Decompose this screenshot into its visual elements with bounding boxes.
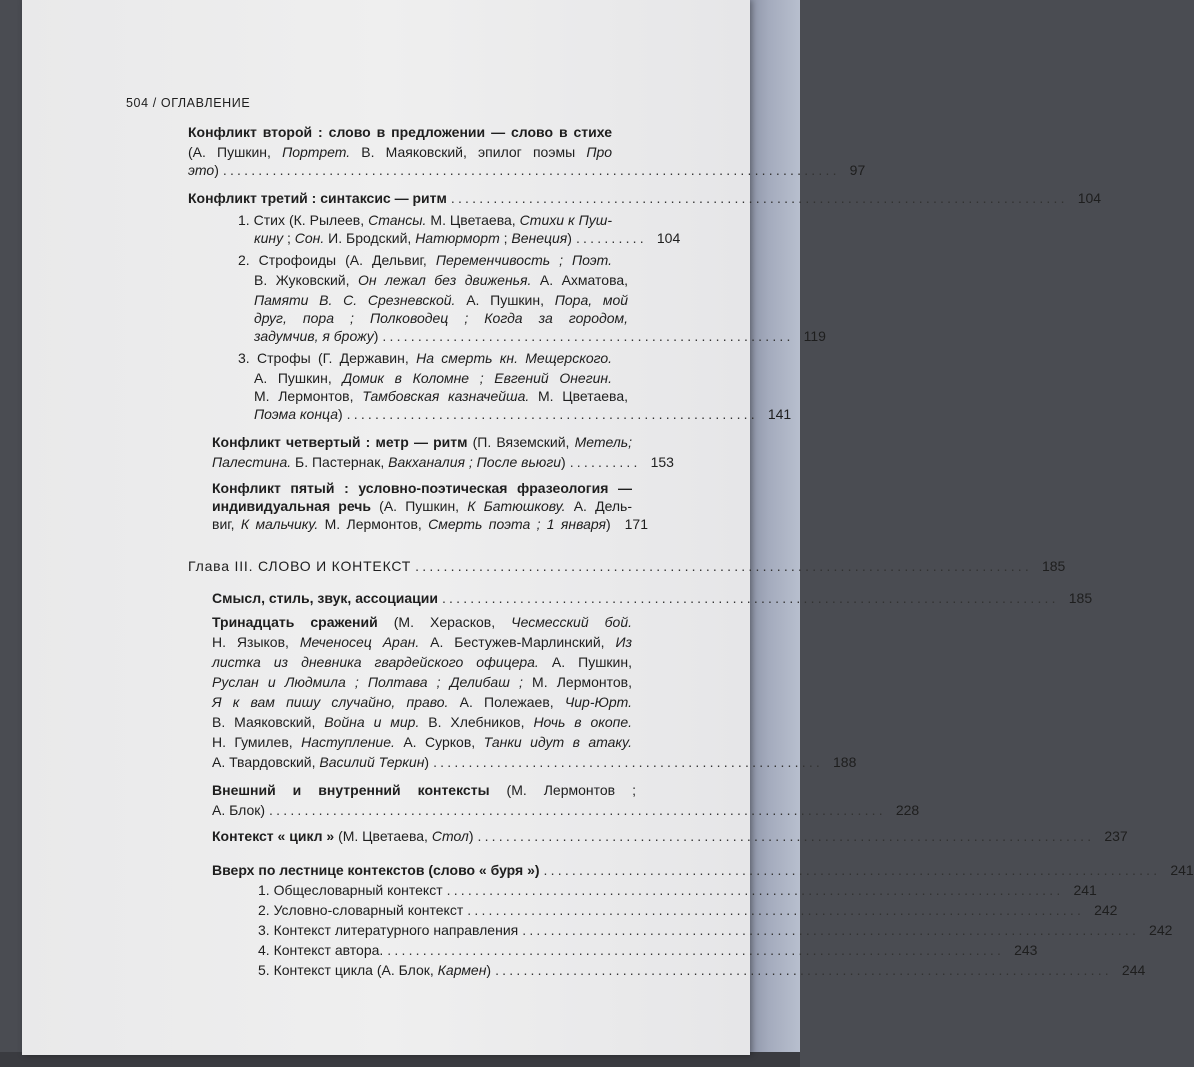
leader-dots: .......................................................................................	[522, 922, 1140, 938]
entry-title: 2. Условно-словарный контекст	[258, 902, 464, 918]
leader-dots: .......................................................................................	[450, 190, 1068, 206]
work-title: Пора, мой	[554, 292, 629, 308]
text: М. Цветаева,	[430, 212, 516, 228]
running-header: 504 / ОГЛАВЛЕНИЕ	[126, 96, 251, 110]
toc-entry-contexts-line1	[212, 780, 636, 800]
toc-entry-c3-item1-line2	[254, 228, 681, 248]
page-number: 185	[1041, 558, 1066, 574]
toc-entry-cycle	[212, 826, 1128, 846]
text: )	[214, 162, 219, 178]
text: М. Лермонтов,	[324, 516, 422, 532]
book-page	[22, 0, 1194, 1055]
work-title: Стол	[431, 828, 469, 844]
work-title: это	[188, 162, 215, 178]
work-title: Натюрморт	[415, 230, 500, 246]
toc-entry-battles-line2	[212, 632, 632, 652]
toc-chapter-3	[188, 556, 1066, 576]
page-number: 244	[1121, 962, 1146, 978]
page-number: 119	[803, 328, 826, 344]
toc-entry-conflict3	[188, 188, 1102, 208]
page-number: 237	[1104, 828, 1128, 844]
text: )	[468, 828, 474, 844]
work-title: Палестина.	[212, 454, 292, 470]
toc-entry-c3-item2-line4	[254, 308, 628, 328]
work-title: Про	[586, 144, 613, 160]
text: 5. Контекст цикла (А. Блок,	[258, 962, 434, 978]
leader-dots: .......................................................................................	[387, 942, 1005, 958]
page-number: 153	[650, 454, 674, 470]
leader-dots: .......................................................................................	[441, 590, 1059, 606]
entry-title: индивидуальная речь	[212, 498, 372, 514]
work-title: Тамбовская казначейша.	[362, 388, 530, 404]
text: И. Бродский,	[328, 230, 412, 246]
toc-ladder-item	[258, 880, 1097, 900]
page-number: 171	[624, 516, 648, 532]
toc-ladder-item	[258, 960, 1146, 980]
page-number: 185	[1068, 590, 1093, 606]
text: виг,	[212, 516, 235, 532]
page-number: 242	[1149, 922, 1173, 938]
leader-dots: .......................................................................................	[222, 162, 840, 178]
toc-entry-conflict5-line2	[212, 496, 632, 516]
work-title: Танки идут в атаку.	[483, 734, 632, 750]
toc-entry-c3-item3-line3	[254, 386, 628, 406]
entry-title: Вверх по лестнице контекстов (слово « буря »)	[212, 862, 540, 878]
toc-entry-c3-item1-line1	[238, 210, 612, 230]
text: )	[373, 328, 379, 344]
work-title: Он лежал без движенья.	[357, 272, 532, 288]
text: )	[567, 230, 572, 246]
page-number: 97	[849, 162, 866, 178]
leader-dots: .......................................................................................	[269, 802, 886, 818]
text: А. Блок)	[212, 802, 266, 818]
work-title: Из	[615, 634, 632, 650]
text: А. Сурков,	[403, 734, 476, 750]
work-title: Наступление.	[301, 734, 395, 750]
leader-dots: ..........................................................	[382, 328, 794, 344]
work-title: листка из дневника гвардейского офицера.	[212, 654, 539, 670]
entry-title: Смысл, стиль, звук, ассоциации	[212, 590, 438, 606]
work-title: Вакханалия ; После вьюги	[388, 454, 562, 470]
text: )	[605, 516, 611, 532]
work-title: Василий Теркин	[319, 754, 425, 770]
text: А. Твардовский,	[212, 754, 316, 770]
toc-entry-c3-item3-line4	[254, 404, 792, 424]
chapter-title: Глава III. СЛОВО И КОНТЕКСТ	[188, 558, 412, 574]
text: (А. Пушкин,	[379, 498, 460, 514]
page-number: 243	[1014, 942, 1038, 958]
leader-dots: .......................................................	[433, 754, 824, 770]
text: В. Маяковский, эпилог поэмы	[361, 144, 576, 160]
entry-title: 1. Общесловарный контекст	[258, 882, 443, 898]
text: )	[486, 962, 492, 978]
leader-dots: .......................................................................................	[446, 882, 1064, 898]
toc-entry-conflict2-line2	[188, 142, 612, 162]
toc-entry-contexts-line2	[212, 800, 920, 820]
leader-dots: .......................................................................................	[415, 558, 1032, 574]
toc-entry-battles-line7	[212, 732, 632, 752]
text: Н. Языков,	[212, 634, 289, 650]
text: (М. Лермонтов ;	[506, 782, 637, 798]
text: )	[424, 754, 430, 770]
leader-dots: .......................................................................................	[477, 828, 1095, 844]
text: А. Пушкин,	[254, 370, 332, 386]
work-title: Чесмесский бой.	[511, 614, 633, 630]
toc-entry-c3-item2-line5	[254, 326, 826, 346]
work-title: На смерть кн. Мещерского.	[416, 350, 613, 366]
work-title: Метель;	[574, 434, 633, 450]
work-title: К Батюшкову.	[467, 498, 566, 514]
toc-entry-conflict2-line3	[188, 160, 866, 180]
page-number: 104	[656, 230, 681, 246]
toc-entry-meaning	[212, 588, 1093, 608]
work-title: Я к вам пишу случайно, право.	[212, 694, 449, 710]
leader-dots: .......................................................................................	[543, 862, 1161, 878]
text: А. Пушкин,	[466, 292, 544, 308]
work-title: Стихи к Пуш-	[519, 212, 613, 228]
text: ;	[503, 230, 508, 246]
text: )	[561, 454, 566, 470]
text: А. Полежаев,	[459, 694, 554, 710]
toc-entry-conflict4-line2	[212, 452, 674, 472]
work-title: К мальчику.	[240, 516, 319, 532]
text: 3. Строфы (Г. Державин,	[238, 350, 409, 366]
work-title: Памяти В. С. Срезневской.	[254, 292, 456, 308]
text: А. Пушкин,	[551, 654, 632, 670]
text: М. Лермонтов,	[254, 388, 354, 404]
toc-entry-battles-line3	[212, 652, 632, 672]
page-number: 228	[895, 802, 920, 818]
entry-title: Конфликт пятый : условно-поэтическая фразеология —	[212, 480, 632, 496]
text: В. Маяковский,	[212, 714, 316, 730]
work-title: Домик в Коломне ; Евгений Онегин.	[342, 370, 613, 386]
text: (М. Херасков,	[393, 614, 496, 630]
page-number: 241	[1073, 882, 1097, 898]
work-title: кину	[254, 230, 284, 246]
text: Б. Пастернак,	[295, 454, 385, 470]
leader-dots: ..........	[569, 454, 641, 470]
work-title: Руслан и Людмила ; Полтава ; Делибаш ;	[212, 674, 523, 690]
text: 1. Стих (К. Рылеев,	[238, 212, 365, 228]
toc-entry-battles-line8	[212, 752, 857, 772]
text: В. Хлебников,	[428, 714, 525, 730]
text: (П. Вяземский,	[472, 434, 570, 450]
work-title: Ночь в окопе.	[533, 714, 633, 730]
toc-entry-conflict5-line3	[212, 514, 648, 534]
work-title: Кармен	[437, 962, 487, 978]
toc-entry-c3-item3-line1	[238, 348, 612, 368]
text: Н. Гумилев,	[212, 734, 293, 750]
page-number: 141	[767, 406, 792, 422]
text: В. Жуковский,	[254, 272, 350, 288]
toc-entry-c3-item2-line1	[238, 250, 612, 270]
work-title: Портрет.	[282, 144, 351, 160]
page-number: 242	[1094, 902, 1118, 918]
entry-title: Тринадцать сражений	[212, 614, 378, 630]
work-title: друг, пора ; Полководец ; Когда за городом,	[254, 310, 628, 326]
page-number: 104	[1077, 190, 1102, 206]
work-title: Чир-Юрт.	[564, 694, 632, 710]
leader-dots: ..........................................................	[346, 406, 758, 422]
work-title: Переменчивость ; Поэт.	[435, 252, 613, 268]
leader-dots: .......................................................................................	[495, 962, 1112, 978]
text: А. Ахматова,	[539, 272, 629, 288]
entry-title: Конфликт четвертый : метр — ритм	[212, 434, 468, 450]
toc-entry-conflict5-line1	[212, 478, 632, 498]
page-number: 241	[1170, 862, 1194, 878]
entry-title: Конфликт второй : слово в предложении — слово в стихе	[188, 124, 612, 140]
work-title: задумчив, я брожу	[254, 328, 374, 344]
text: М. Лермонтов,	[532, 674, 633, 690]
leader-dots: ..........	[575, 230, 647, 246]
text: 2. Строфоиды (А. Дельвиг,	[238, 252, 427, 268]
entry-title: 4. Контекст автора.	[258, 942, 384, 958]
text: ;	[287, 230, 291, 246]
toc-entry-battles-line4	[212, 672, 632, 692]
work-title: Стансы.	[368, 212, 427, 228]
work-title: Поэма конца	[254, 406, 338, 422]
text: А. Бестужев-Марлинский,	[430, 634, 605, 650]
text: (А. Пушкин,	[188, 144, 271, 160]
text: М. Цветаева,	[538, 388, 628, 404]
entry-title: 3. Контекст литературного направления	[258, 922, 519, 938]
toc-entry-c3-item2-line2	[254, 270, 628, 290]
work-title: Война и мир.	[324, 714, 420, 730]
toc-entry-battles-line1	[212, 612, 632, 632]
toc-entry-ladder	[212, 860, 1194, 880]
toc-ladder-item	[258, 920, 1173, 940]
toc-entry-conflict4-line1	[212, 432, 632, 452]
work-title: Смерть поэта ; 1 января	[428, 516, 606, 532]
toc-ladder-item	[258, 900, 1118, 920]
text: А. Дель-	[573, 498, 633, 514]
entry-title: Конфликт третий : синтаксис — ритм	[188, 190, 447, 206]
work-title: Венеция	[511, 230, 568, 246]
work-title: Меченосец Аран.	[299, 634, 420, 650]
page-number: 188	[833, 754, 857, 770]
toc-entry-battles-line6	[212, 712, 632, 732]
leader-dots: .......................................................................................	[467, 902, 1085, 918]
entry-title: Внешний и внутренний контексты	[212, 782, 490, 798]
text: )	[337, 406, 343, 422]
toc-entry-c3-item2-line3	[254, 290, 628, 310]
toc-entry-c3-item3-line2	[254, 368, 612, 388]
toc-ladder-item	[258, 940, 1038, 960]
work-title: Сон.	[294, 230, 325, 246]
entry-title: Контекст « цикл »	[212, 828, 335, 844]
text: (М. Цветаева,	[338, 828, 428, 844]
toc-entry-battles-line5	[212, 692, 632, 712]
toc-entry-conflict2-line1	[188, 122, 612, 142]
